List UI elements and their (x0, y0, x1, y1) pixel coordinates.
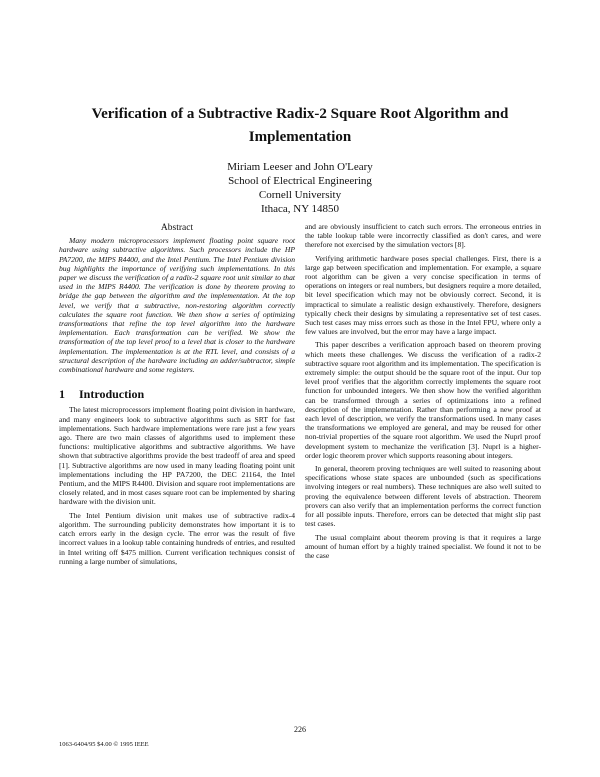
section-number: 1 (59, 387, 65, 402)
paragraph: This paper describes a verification approach based on theorem proving which meets these challenges. We discuss the verification of a radix-2 subtractive square root algorithm and its implementation. The specification is extremely simple: the output should be the square root of the input. Our top level proof verifies that the algorithm correctly implements the square root function for unbounded integers. We then show how the verified algorithm can be transformed through a series of optimizations into a refined description of the implementation. Rather than performing a new proof at each level of description, we verify the transformations used. In many cases the transformations we employed are general, and may be reused for other non-trivial properties of the square root algorithm. We used the Nuprl proof development system to mechanize the verification [3]. Nuprl is a higher-order logic theorem prover which supports reasoning about integers. (305, 340, 541, 460)
paragraph: In general, theorem proving techniques are well suited to reasoning about specifications whose state spaces are unbounded (such as specifications involving integers or real numbers). These techniques are also well suited to proving the equivalence between different levels of abstraction. Theorem provers can also verify that an implementation performs the correct function for all possible inputs. Therefore, errors can be detected that might slip past test cases. (305, 464, 541, 529)
paragraph: The usual complaint about theorem proving is that it requires a large amount of human effort by a highly trained specialist. We found it not to be the case (305, 532, 541, 560)
left-column (59, 224, 295, 570)
section-heading (59, 387, 295, 402)
author-location: Ithaca, NY 14850 (260, 203, 340, 215)
page-number: 226 (294, 725, 306, 734)
abstract-heading: Abstract (160, 223, 194, 233)
paragraph: The latest microprocessors implement floating point division in hardware, and many engineers look to subtractive algorithms such as SRT for fast implementations. Such hardware implementations were rare just a few years ago. There are two main classes of algorithms used to implement these functions: multiplicative algorithms and subtractive algorithms. We have shown that subtractive algorithms provide the best tradeoff of area and speed [1]. Subtractive algorithms are now used in many leading floating point unit implementations including the HP PA7200, the DEC 21164, the Intel Pentium, and the MIPS R4400. Division and square root implementations are closely related, and in most cases square root can be implemented by sharing hardware with the division unit. (59, 405, 295, 507)
copyright-footer: 1063-6404/95 $4.00 © 1995 IEEE (59, 741, 149, 748)
author-department: School of Electrical Engineering (228, 175, 372, 187)
author-university: Cornell University (258, 189, 342, 201)
abstract-body: Many modern microprocessors implement floating point square root hardware using subtractive algorithms. Such processors include the HP PA7200, the MIPS R4400, and the Intel Pentium. The Intel Pentium division bug highlights the importance of verifying such implementations. In this paper we discuss the verification of a radix-2 square root unit similar to that used in the MIPS R4400. The verification is done by theorem proving to bridge the gap between the algorithm and the implementation. At the top level, we verify that a subtractive, non-restoring algorithm correctly calculates the square root function. We then show a series of optimizing transformations that refine the top level algorithm into the hardware implementation. Each transformation can be verified. We show the transformation of the top level proof to a level that is closer to the hardware implementation. The implementation is at the RTL level, and consists of a structural description of the hardware including an adder/subtractor, simple combinational hardware and some registers. (59, 236, 295, 375)
right-column (305, 222, 541, 564)
paper-title: Verification of a Subtractive Radix-2 Square Root Algorithm and Implementation (91, 106, 509, 145)
paragraph: and are obviously insufficient to catch such errors. The erroneous entries in the table lookup table were incorrectly classified as don't cares, and were therefore not exercised by the simulation vectors [8]. (305, 222, 541, 250)
author-names: Miriam Leeser and John O'Leary (227, 161, 373, 173)
paragraph: The Intel Pentium division unit makes use of subtractive radix-4 algorithm. The surrounding publicity demonstrates how important it is to catch errors early in the design cycle. The error was the result of five incorrect values in a lookup table containing hundreds of entries, and resulted in Intel writing off $475 million. Current verification techniques consist of running a large number of simulations, (59, 510, 295, 566)
paragraph: Verifying arithmetic hardware poses special challenges. First, there is a large gap between specification and implementation. For example, a square root algorithm can be given a very concise specification in terms of operations on integers or real numbers, but designers require a more detailed, bit level specification which may not be obviously correct. Second, it is impractical to simulate a realistic design exhaustively. Therefore, designers typically check their designs by simulating a representative set of test cases. Such test cases may miss errors such as those in the Intel FPU, where only a few values are involved, but the error may have a large impact. (305, 253, 541, 337)
section-title: Introduction (79, 387, 145, 402)
author-block (150, 160, 450, 216)
